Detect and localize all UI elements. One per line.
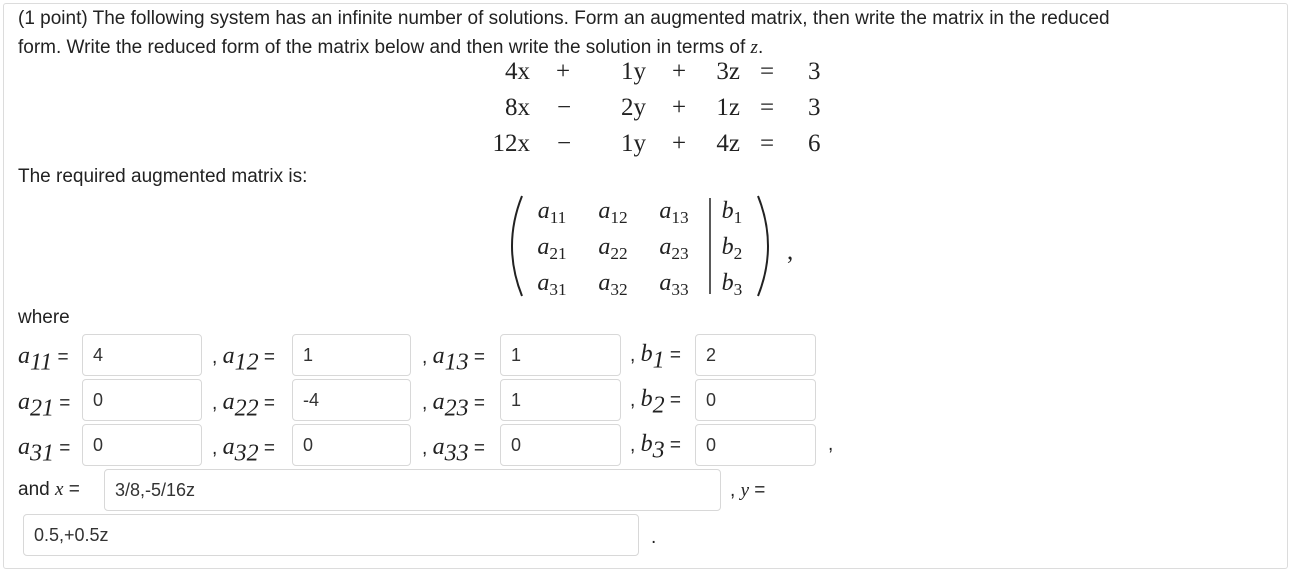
label-a13: , a13 = <box>422 343 485 376</box>
eq3-equals: = <box>760 130 775 157</box>
eq2-term-z: 1z <box>716 94 740 121</box>
matrix-b1: $b_1$ <box>721 198 743 227</box>
matrix-a31: $a_{31}$ <box>537 270 567 299</box>
row-end-comma: , <box>828 434 834 455</box>
eq2-term-y: 2y <box>621 94 646 121</box>
eq1-op1: + <box>556 58 571 85</box>
eq1-op2: + <box>672 58 687 85</box>
label-b3: , b3 = <box>630 431 681 464</box>
label-a31: a31 = <box>18 434 71 467</box>
input-a33[interactable]: 0 <box>500 424 621 466</box>
eq2-rhs: 3 <box>808 94 821 121</box>
matrix-trailing-comma: , <box>787 238 794 265</box>
eq3-term-z: 4z <box>716 130 740 157</box>
label-a22: , a22 = <box>212 389 275 422</box>
eq2-equals: = <box>760 94 775 121</box>
label-x: and x = <box>18 479 80 500</box>
eq3-op2: + <box>672 130 687 157</box>
where-label: where <box>18 307 70 328</box>
eq1-term-x: 4x <box>505 58 530 85</box>
eq3-term-x: 12x <box>492 130 530 157</box>
eq3-term-y: 1y <box>621 130 646 157</box>
input-a23[interactable]: 1 <box>500 379 621 421</box>
matrix-b3: $b_3$ <box>721 270 743 299</box>
label-b2: , b2 = <box>630 386 681 419</box>
input-a12[interactable]: 1 <box>292 334 411 376</box>
final-period: . <box>651 527 657 548</box>
matrix-a33: $a_{33}$ <box>659 270 689 299</box>
eq2-term-x: 8x <box>505 94 530 121</box>
label-a23: , a23 = <box>422 389 485 422</box>
input-a32[interactable]: 0 <box>292 424 411 466</box>
problem-text-line1: (1 point) The following system has an infinite number of solutions. Form an augmented matrix, then write the matrix in the reduced <box>18 8 1110 29</box>
input-a11[interactable]: 4 <box>82 334 202 376</box>
input-a13[interactable]: 1 <box>500 334 621 376</box>
label-a11: a11 = <box>18 343 69 376</box>
eq1-term-z: 3z <box>716 58 740 85</box>
matrix-a32: $a_{32}$ <box>598 270 628 299</box>
eq1-term-y: 1y <box>621 58 646 85</box>
label-a12: , a12 = <box>212 343 275 376</box>
label-a32: , a32 = <box>212 434 275 467</box>
matrix-a13: $a_{13}$ <box>659 198 689 227</box>
eq3-op1: − <box>557 130 572 157</box>
input-b2[interactable]: 0 <box>695 379 816 421</box>
label-a21: a21 = <box>18 389 71 422</box>
input-a22[interactable]: -4 <box>292 379 411 421</box>
eq1-equals: = <box>760 58 775 85</box>
label-y: , y = <box>730 480 766 501</box>
matrix-a22: $a_{22}$ <box>598 234 628 263</box>
input-y[interactable]: 0.5,+0.5z <box>23 514 639 556</box>
problem-text-line2 <box>18 37 763 59</box>
input-b3[interactable]: 0 <box>695 424 816 466</box>
input-x[interactable]: 3/8,-5/16z <box>104 469 721 511</box>
matrix-a21: $a_{21}$ <box>537 234 567 263</box>
label-b1: , b1 = <box>630 341 681 374</box>
input-b1[interactable]: 2 <box>695 334 816 376</box>
matrix-label: The required augmented matrix is: <box>18 166 308 187</box>
matrix-a23: $a_{23}$ <box>659 234 689 263</box>
input-a31[interactable]: 0 <box>82 424 202 466</box>
eq2-op1: − <box>557 94 572 121</box>
problem-text-line2-main: form. Write the reduced form of the matrix below and then write the solution in terms of <box>18 37 751 58</box>
matrix-a11: $a_{11}$ <box>537 198 567 227</box>
matrix-b2: $b_2$ <box>721 234 743 263</box>
matrix-a12: $a_{12}$ <box>598 198 628 227</box>
period: . <box>757 37 764 58</box>
eq3-rhs: 6 <box>808 130 821 157</box>
label-a33: , a33 = <box>422 434 485 467</box>
eq2-op2: + <box>672 94 687 121</box>
input-a21[interactable]: 0 <box>82 379 202 421</box>
eq1-rhs: 3 <box>808 58 821 85</box>
variable-z: z <box>750 37 758 58</box>
